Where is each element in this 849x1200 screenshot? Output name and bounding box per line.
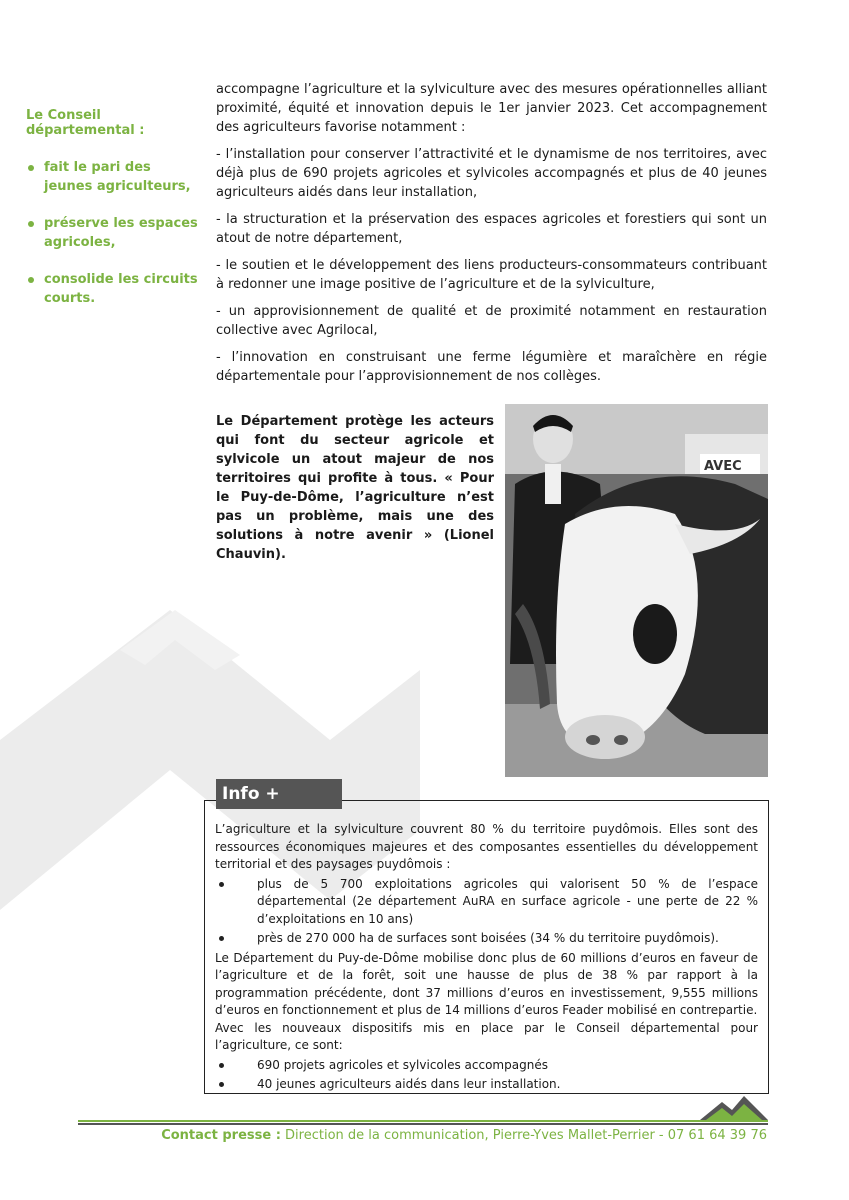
bullet-icon [28, 221, 34, 227]
info-paragraph: Le Département du Puy-de-Dôme mobilise donc plus de 60 millions d’euros en faveur de l’agriculture et de la forêt, soit une hausse de plus de 38 % par rapport à la programmation précédente, dont 37 millions d’euros en investissement, 9,555 millions d’euros en fonctionnement et plus de 14 millions d’euros Feader mobilisé en contrepartie. [215, 950, 758, 1017]
footer-label: Contact presse : [161, 1128, 281, 1143]
mountain-logo-icon [700, 1094, 768, 1122]
footer-divider [78, 1123, 768, 1125]
bullet-icon [28, 277, 34, 283]
quote-paragraph: Le Département protège les acteurs qui font du secteur agricole et sylvicole un atout majeur de nos territoires qui profite à tous. « Pour le Puy-de-Dôme, l’agriculture n’est pas un problème, mais une des solutions à notre avenir » (Lionel Chauvin). [216, 414, 494, 562]
paragraph: - la structuration et la préservation des espaces agricoles et forestiers qui sont un atout de notre département, [216, 212, 767, 246]
bullet-icon [219, 1082, 224, 1087]
sidebar-item: préserve les espaces agricoles, [26, 214, 201, 252]
info-bullet: près de 270 000 ha de surfaces sont boisées (34 % du territoire puydômois). [215, 930, 758, 948]
sidebar-item: fait le pari des jeunes agriculteurs, [26, 158, 201, 196]
photo-sign-text: AVEC [704, 459, 742, 474]
bullet-icon [219, 936, 224, 941]
paragraph: - un approvisionnement de qualité et de proximité notamment en restauration collective avec Agrilocal, [216, 304, 767, 338]
paragraph: accompagne l’agriculture et la sylviculture avec des mesures opérationnelles alliant proximité, équité et innovation depuis le 1er janvier 2023. Cet accompagnement des agriculteurs favorise notamment : [216, 82, 767, 135]
main-text [216, 80, 767, 394]
bullet-icon [219, 882, 224, 887]
sidebar [26, 108, 201, 326]
info-intro: L’agriculture et la sylviculture couvrent 80 % du territoire puydômois. Elles sont des ressources économiques majeures et des composantes essentielles du développement territorial et des paysages puydômois : [215, 822, 758, 871]
paragraph: - l’innovation en construisant une ferme légumière et maraîchère en régie départementale pour l’approvisionnement de nos collèges. [216, 350, 767, 384]
info-tab: Info + [216, 779, 342, 809]
sidebar-title: Le Conseil départemental : [26, 108, 145, 138]
footer-contact [150, 1128, 767, 1143]
bullet-icon [28, 165, 34, 171]
info-bullet: 40 jeunes agriculteurs aidés dans leur installation. [215, 1076, 758, 1094]
sidebar-item: consolide les circuits courts. [26, 270, 201, 308]
info-paragraph: Avec les nouveaux dispositifs mis en place par le Conseil départemental pour l’agriculture, ce sont: [215, 1020, 758, 1052]
paragraph: - l’installation pour conserver l’attractivité et le dynamisme de nos territoires, avec déjà plus de 690 projets agricoles et sylvicoles accompagnés et plus de 40 jeunes agriculteurs aidés dans leur installation, [216, 147, 767, 200]
bullet-icon [219, 1063, 224, 1068]
photo-man-with-cow [505, 404, 768, 777]
sidebar-list [26, 158, 201, 308]
paragraph: - le soutien et le développement des liens producteurs-consommateurs contribuant à redonner une image positive de l’agriculture et de la sylviculture, [216, 258, 767, 292]
footer-divider [78, 1120, 768, 1122]
info-box [204, 800, 769, 1094]
info-bullet: plus de 5 700 exploitations agricoles qui valorisent 50 % de l’espace départemental (2e département AuRA en surface agricole - une perte de 22 % d’exploitations en 10 ans) [215, 876, 758, 929]
info-bullet: 690 projets agricoles et sylvicoles accompagnés [215, 1057, 758, 1075]
footer-contact-text: Direction de la communication, Pierre-Yves Mallet-Perrier - 07 61 64 39 76 [285, 1128, 767, 1143]
